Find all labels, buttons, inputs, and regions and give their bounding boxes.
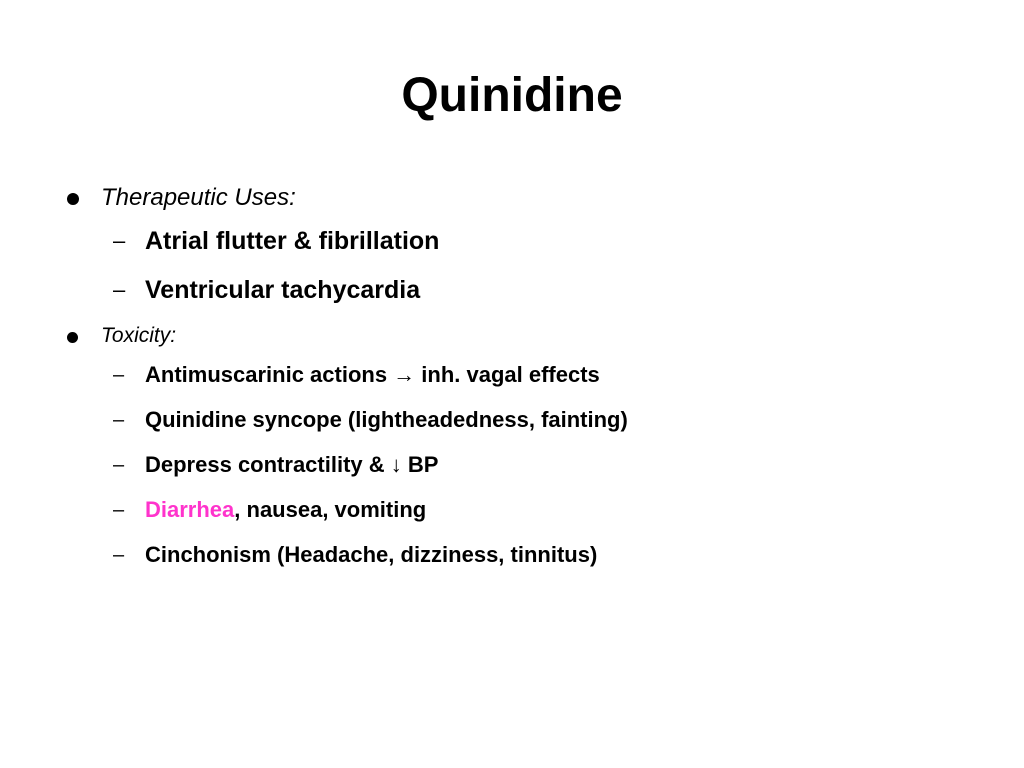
bullet-dot-icon bbox=[67, 332, 78, 343]
sub-bullet-text: Atrial flutter & fibrillation bbox=[145, 227, 440, 255]
sub-bullet-atrial-flutter bbox=[60, 224, 980, 258]
sub-bullet-text: Depress contractility & ↓ BP bbox=[145, 452, 439, 477]
sub-bullet-text: , nausea, vomiting bbox=[234, 497, 427, 522]
slide-title: Quinidine bbox=[401, 69, 623, 122]
bullet-therapeutic-uses bbox=[60, 182, 980, 214]
bullet-toxicity bbox=[60, 322, 980, 350]
dash-icon: – bbox=[113, 364, 125, 386]
sub-bullet-diarrhea bbox=[60, 495, 980, 525]
slide-content bbox=[60, 182, 980, 585]
highlighted-term: Diarrhea bbox=[145, 497, 235, 522]
sub-bullet-text: Quinidine syncope (lightheadedness, fainting) bbox=[145, 407, 628, 432]
sub-bullet-text: Cinchonism (Headache, dizziness, tinnitus) bbox=[145, 542, 598, 567]
sub-bullet-depress-contractility bbox=[60, 450, 980, 480]
bullet-dot-icon bbox=[67, 193, 79, 205]
dash-icon: – bbox=[113, 499, 125, 521]
sub-bullet-text: Antimuscarinic actions → inh. vagal effects bbox=[145, 362, 600, 387]
dash-icon: – bbox=[113, 454, 125, 476]
dash-icon: – bbox=[113, 409, 125, 431]
dash-icon: – bbox=[113, 228, 126, 253]
sub-bullet-quinidine-syncope bbox=[60, 405, 980, 435]
sub-bullet-antimuscarinic bbox=[60, 360, 980, 390]
sub-bullet-cinchonism bbox=[60, 540, 980, 570]
dash-icon: – bbox=[113, 277, 126, 302]
bullet-label: Therapeutic Uses: bbox=[101, 184, 296, 211]
sub-bullet-text: Ventricular tachycardia bbox=[145, 276, 421, 304]
sub-bullet-ventricular-tachycardia bbox=[60, 273, 980, 307]
dash-icon: – bbox=[113, 544, 125, 566]
bullet-label: Toxicity: bbox=[101, 324, 177, 347]
